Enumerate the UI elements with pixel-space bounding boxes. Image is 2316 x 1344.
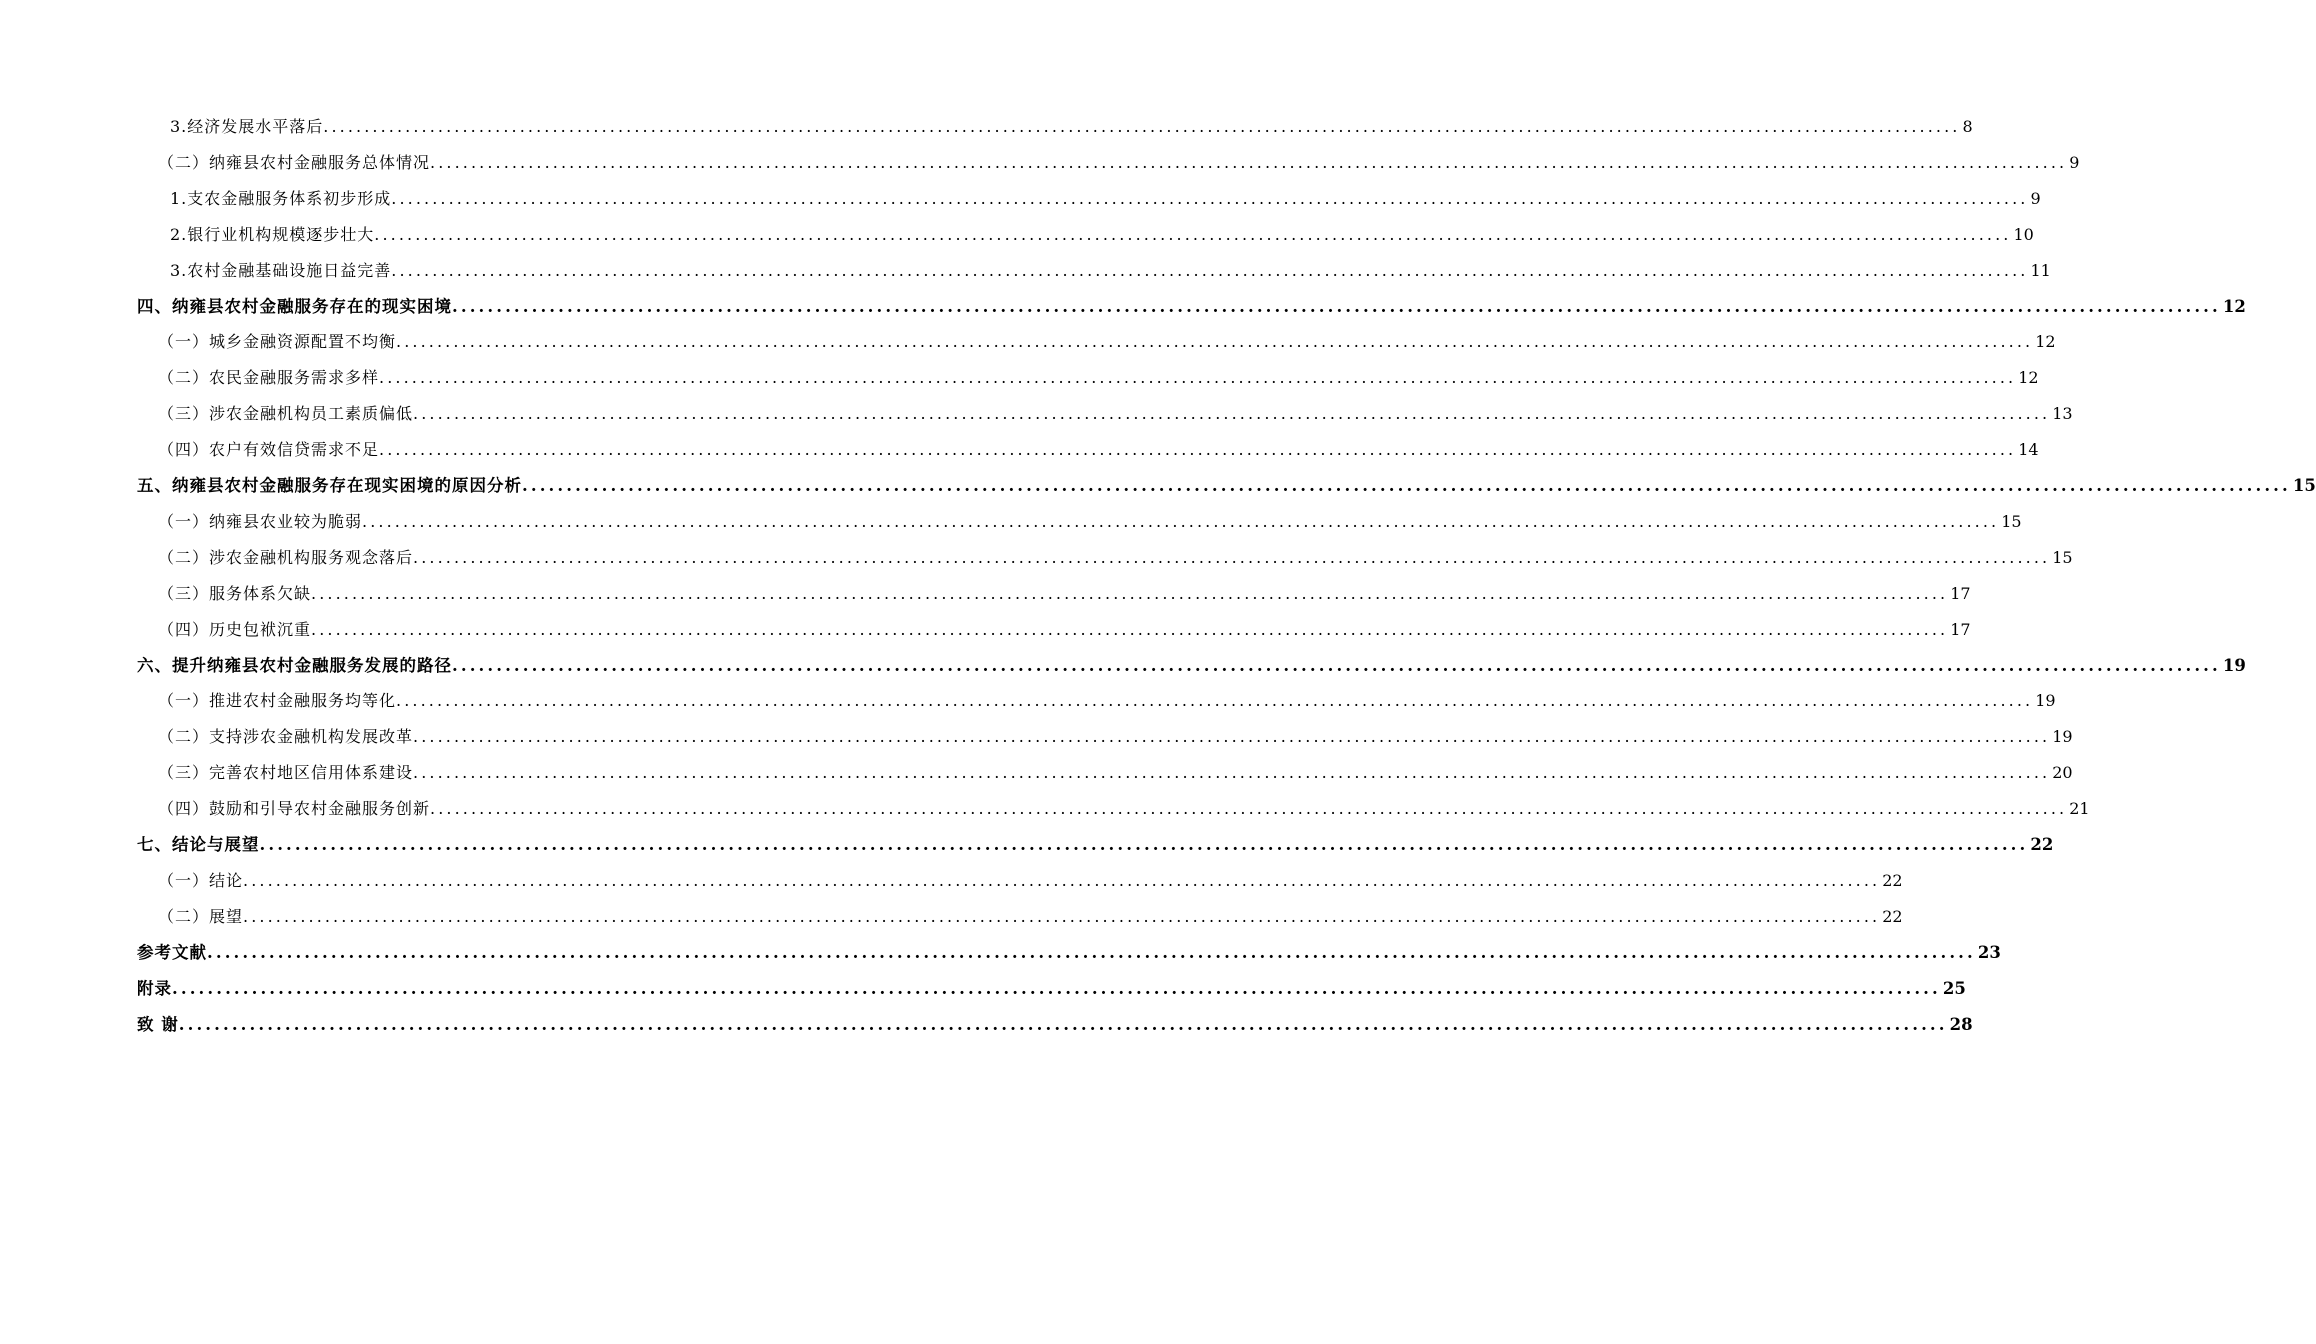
toc-dot-leader: ........................................................................................................................................................................................................ [452,296,2221,316]
toc-dot-leader: ........................................................................................................................................................................................................ [413,404,2051,424]
toc-entry-page-number: 17 [1950,619,1971,639]
toc-dot-leader: ........................................................................................................................................................................................................ [362,511,2000,531]
toc-dot-leader: ........................................................................................................................................................................................................ [522,476,2291,495]
toc-entry-page-number: 19 [2222,655,2246,675]
toc-dot-leader: ........................................................................................................................................................................................................ [379,440,2017,460]
toc-entry[interactable] [158,507,2022,537]
toc-entry-title: 3.农村金融基础设施日益完善 [170,260,392,280]
toc-entry-title: （一）推进农村金融服务均等化 [158,691,397,711]
toc-entry-title: （四）鼓励和引导农村金融服务创新 [158,799,431,819]
toc-entry-title: 四、纳雍县农村金融服务存在的现实困境 [137,296,452,316]
toc-dot-leader: ........................................................................................................................................................................................................ [243,870,1881,890]
toc-entry-title: （一）城乡金融资源配置不均衡 [158,332,397,352]
toc-dot-leader: ........................................................................................................................................................................................................ [379,368,2017,388]
toc-entry-page-number: 12 [2035,332,2056,352]
toc-entry[interactable] [137,1010,1973,1040]
toc-entry-page-number: 21 [2069,799,2090,819]
toc-entry-title: （二）支持涉农金融机构发展改革 [158,727,414,747]
toc-entry[interactable] [158,399,2073,429]
toc-entry-page-number: 28 [1949,1014,1973,1034]
toc-dot-leader: ........................................................................................................................................................................................................ [243,906,1881,926]
toc-dot-leader: ........................................................................................................................................................................................................ [430,152,2068,172]
toc-dot-leader: ........................................................................................................................................................................................................ [391,260,2029,280]
toc-entry-page-number: 19 [2052,727,2073,747]
toc-dot-leader: ........................................................................................................................................................................................................ [396,332,2034,352]
toc-dot-leader: ........................................................................................................................................................................................................ [413,547,2051,567]
toc-entry-page-number: 9 [2069,152,2080,172]
toc-entry-title: （三）服务体系欠缺 [158,583,312,603]
toc-entry[interactable] [158,543,2073,573]
toc-entry[interactable] [158,902,1903,932]
toc-entry-page-number: 15 [2292,476,2316,495]
toc-entry-page-number: 11 [2030,260,2051,280]
toc-dot-leader: ........................................................................................................................................................................................................ [413,763,2051,783]
toc-entry-title: 附录 [137,978,172,998]
toc-entry[interactable] [158,579,1971,609]
toc-entry[interactable] [158,758,2073,788]
toc-entry-page-number: 20 [2052,763,2073,783]
toc-entry[interactable] [158,722,2073,752]
toc-entry[interactable] [158,327,2056,357]
toc-entry-title: 参考文献 [137,942,207,962]
toc-entry[interactable] [158,866,1903,896]
toc-entry-title: （二）涉农金融机构服务观念落后 [158,547,414,567]
toc-entry[interactable] [170,184,2041,214]
toc-entry-title: （三）完善农村地区信用体系建设 [158,763,414,783]
toc-entry[interactable] [170,256,2051,286]
toc-entry-page-number: 13 [2052,404,2073,424]
toc-entry-page-number: 9 [2030,188,2041,208]
toc-entry[interactable] [137,938,2001,968]
toc-entry-page-number: 19 [2035,691,2056,711]
toc-entry[interactable] [158,148,2080,178]
toc-entry[interactable] [158,435,2039,465]
toc-entry-page-number: 10 [2013,224,2034,244]
toc-entry-title: （四）历史包袱沉重 [158,619,312,639]
toc-dot-leader: ........................................................................................................................................................................................................ [178,1014,1948,1034]
toc-entry-title: 五、纳雍县农村金融服务存在现实困境的原因分析 [137,476,522,495]
toc-dot-leader: ........................................................................................................................................................................................................ [396,691,2034,711]
toc-entry-page-number: 12 [2222,296,2246,316]
toc-entry-title: 六、提升纳雍县农村金融服务发展的路径 [137,655,452,675]
toc-dot-leader: ........................................................................................................................................................................................................ [452,655,2221,675]
toc-entry-title: 致 谢 [137,1014,179,1034]
toc-entry[interactable] [137,292,2246,322]
toc-entry-title: （二）展望 [158,906,244,926]
toc-entry-page-number: 22 [1882,870,1903,890]
toc-entry-page-number: 15 [2001,511,2022,531]
toc-entry[interactable] [158,686,2056,716]
toc-entry[interactable] [137,974,1966,1004]
toc-entry[interactable] [137,651,2246,681]
toc-entry-page-number: 15 [2052,547,2073,567]
toc-entry-page-number: 22 [2030,835,2054,854]
toc-dot-leader: ........................................................................................................................................................................................................ [259,835,2029,854]
toc-entry-title: （一）纳雍县农业较为脆弱 [158,511,363,531]
toc-entry-page-number: 25 [1942,978,1966,998]
toc-entry-page-number: 12 [2018,368,2039,388]
toc-entry-page-number: 23 [1977,942,2001,962]
toc-entry[interactable] [158,363,2039,393]
toc-entry-page-number: 22 [1882,906,1903,926]
toc-entry[interactable] [137,471,2316,501]
toc-dot-leader: ........................................................................................................................................................................................................ [430,799,2068,819]
toc-dot-leader: ........................................................................................................................................................................................................ [374,224,2012,244]
toc-entry[interactable] [158,794,2090,824]
toc-entry-title: 3.经济发展水平落后 [170,117,324,136]
toc-entry-title: 1.支农金融服务体系初步形成 [170,188,392,208]
toc-dot-leader: ........................................................................................................................................................................................................ [391,188,2029,208]
toc-entry-title: （二）纳雍县农村金融服务总体情况 [158,152,431,172]
toc-entry-page-number: 8 [1962,117,1973,136]
toc-entry-title: （三）涉农金融机构员工素质偏低 [158,404,414,424]
toc-entry-title: 2.银行业机构规模逐步壮大 [170,224,375,244]
toc-entry-page-number: 14 [2018,440,2039,460]
toc-dot-leader: ........................................................................................................................................................................................................ [207,942,1976,962]
toc-entry[interactable] [170,220,2034,250]
toc-entry-title: 七、结论与展望 [137,835,260,854]
toc-dot-leader: ........................................................................................................................................................................................................ [311,583,1949,603]
toc-entry-title: （四）农户有效信贷需求不足 [158,440,380,460]
toc-entry[interactable] [137,830,2054,860]
toc-dot-leader: ........................................................................................................................................................................................................ [413,727,2051,747]
toc-dot-leader: ........................................................................................................................................................................................................ [323,117,1961,136]
toc-dot-leader: ........................................................................................................................................................................................................ [311,619,1949,639]
toc-entry[interactable] [158,615,1971,645]
toc-entry[interactable] [170,112,1973,142]
toc-entry-title: （二）农民金融服务需求多样 [158,368,380,388]
toc-dot-leader: ........................................................................................................................................................................................................ [172,978,1941,998]
toc-entry-page-number: 17 [1950,583,1971,603]
toc-entry-title: （一）结论 [158,870,244,890]
